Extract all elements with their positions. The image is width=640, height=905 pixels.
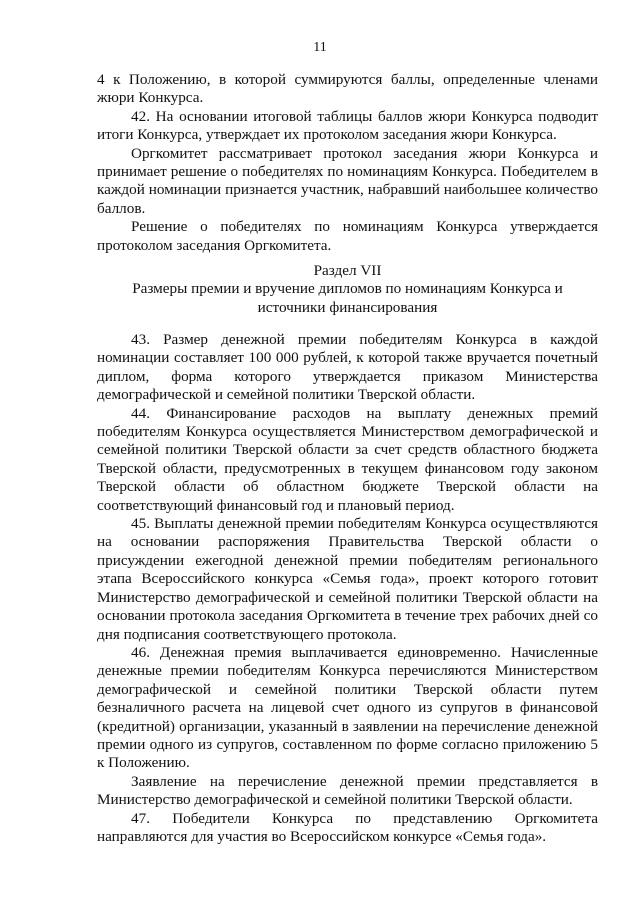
paragraph-46: 46. Денежная премия выплачивается единовременно. Начисленные денежные премии победителям Конкурса перечисляются Министерством демографической и семейной политики Тверской области путем безналичного расчета на лицевой счет одного из супругов в финансовой (кредитной) организации, указанный в заявлении на перечисление денежной премии одного из супругов, составленном по форме согласно приложению 5 к Положению. bbox=[97, 643, 598, 772]
section-heading bbox=[97, 262, 598, 317]
paragraph-43: 43. Размер денежной премии победителям Конкурса в каждой номинации составляет 100 000 рублей, к которой также вручается почетный диплом, форма которого утверждается приказом Министерства демографической и семейной политики Тверской области. bbox=[97, 331, 598, 404]
section-label: Раздел VII bbox=[313, 262, 382, 279]
section-title: Размеры премии и вручение дипломов по номинациям Конкурса и источники финансирования bbox=[132, 280, 563, 316]
paragraph-application: Заявление на перечисление денежной премии представляется в Министерство демографической и семейной политики Тверской области. bbox=[97, 772, 598, 809]
top-text-block bbox=[97, 71, 598, 255]
paragraph-47: 47. Победители Конкурса по представлению Оргкомитета направляются для участия во Всероссийском конкурсе «Семья года». bbox=[97, 809, 598, 845]
main-text-block bbox=[97, 331, 598, 846]
paragraph-continuation: 4 к Положению, в которой суммируются баллы, определенные членами жюри Конкурса. bbox=[97, 71, 598, 107]
page-number: 11 bbox=[313, 40, 327, 55]
paragraph-decision: Решение о победителях по номинациям Конкурса утверждается протоколом заседания Оргкомитета. bbox=[97, 218, 598, 254]
paragraph-45: 45. Выплаты денежной премии победителям Конкурса осуществляются на основании распоряжения Правительства Тверской области о присуждении ежегодной денежной премии победителям регионального этапа Всероссийского конкурса «Семья года», проект которого готовит Министерство демографической и семейной политики Тверской области на основании протокола заседания Оргкомитета в течение трех рабочих дней со дня подписания соответствующего протокола. bbox=[97, 515, 598, 643]
paragraph-42: 42. На основании итоговой таблицы баллов жюри Конкурса подводит итоги Конкурса, утверждает их протоколом заседания жюри Конкурса. bbox=[97, 107, 598, 144]
paragraph-orgcommittee-review: Оргкомитет рассматривает протокол заседания жюри Конкурса и принимает решение о победителях по номинациям Конкурса. Победителем в каждой номинации признается участник, набравший наибольшее количество баллов. bbox=[97, 144, 598, 217]
paragraph-44: 44. Финансирование расходов на выплату денежных премий победителям Конкурса осуществляется Министерством демографической и семейной политики Тверской области за счет средств областного бюджета Тверской области, предусмотренных в текущем финансовом году законом Тверской области об областном бюджете Тверской области на соответствующий финансовый год и плановый период. bbox=[97, 404, 598, 514]
